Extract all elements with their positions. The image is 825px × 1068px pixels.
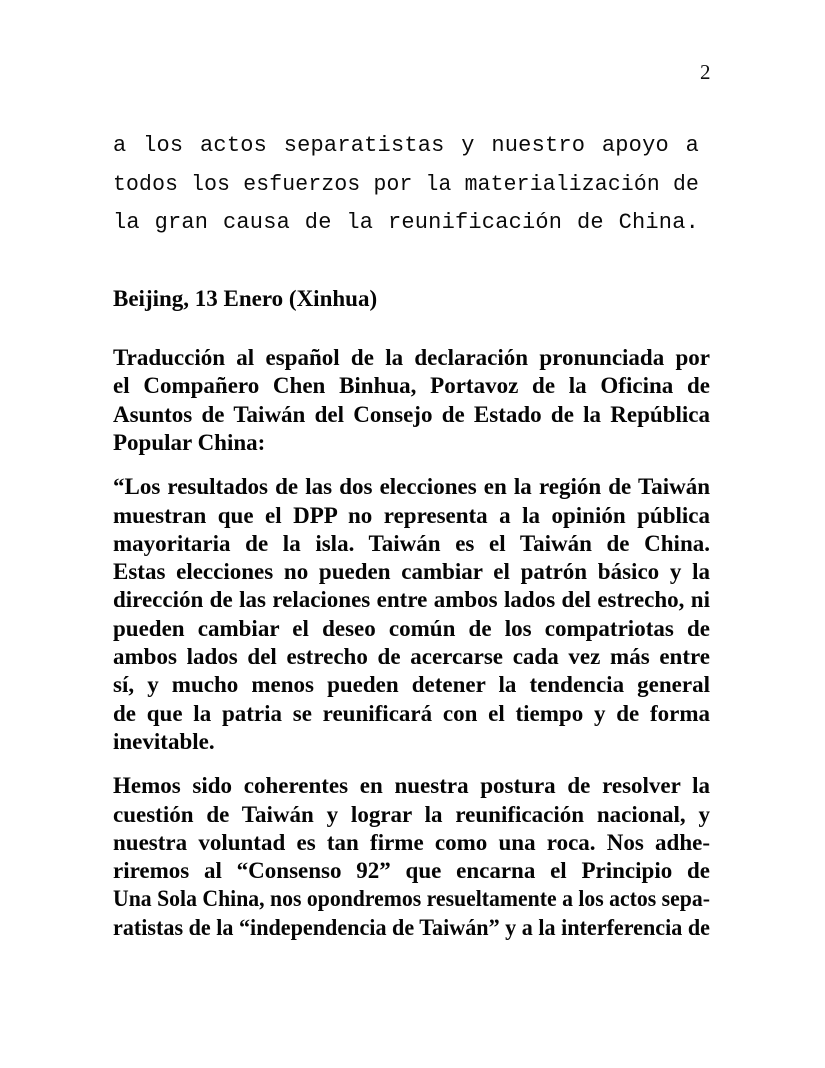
text-line: a los actos separatistas y nuestro apoyo a	[113, 133, 699, 158]
text-line: Hemos sido coherentes en nuestra postura de resolver la	[113, 773, 710, 799]
page-content	[113, 127, 710, 942]
text-line: pueden cambiar el deseo común de los compatriotas de	[113, 615, 710, 641]
text-line: Estas elecciones no pueden cambiar el patrón básico y la	[113, 559, 710, 585]
text-line: todos los esfuerzos por la materialización de	[113, 171, 699, 197]
text-line: sí, y mucho menos pueden detener la tendencia general	[113, 672, 710, 698]
paragraph-statement	[113, 473, 710, 756]
page-number: 2	[700, 60, 711, 84]
text-line: ambos lados del estrecho de acercarse cada vez más entre	[113, 644, 710, 670]
text-line: Asuntos de Taiwán del Consejo de Estado de la República	[113, 401, 710, 427]
text-line: mayoritaria de la isla. Taiwán es el Taiwán de China.	[113, 530, 710, 556]
text-line: nuestra voluntad es tan firme como una roca. Nos adhe-	[113, 829, 710, 855]
paragraph-position	[113, 772, 710, 942]
text-line: Popular China:	[113, 429, 266, 455]
typewriter-paragraph	[113, 127, 699, 243]
text-line: la gran causa de la reunificación de China.	[113, 210, 699, 236]
dateline-heading	[113, 285, 710, 313]
text-line: riremos al “Consenso 92” que encarna el Principio de	[113, 858, 710, 884]
text-line: muestran que el DPP no representa a la opinión pública	[113, 502, 710, 528]
text-line: dirección de las relaciones entre ambos lados del estrecho, ni	[113, 587, 710, 613]
text-line: Traducción al español de la declaración pronunciada por	[113, 345, 710, 371]
text-line: ratistas de la “independencia de Taiwán” y a la interferencia de	[113, 914, 710, 940]
text-line: de que la patria se reunificará con el tiempo y de forma	[113, 700, 710, 726]
paragraph-introduction	[113, 344, 710, 457]
text-line: cuestión de Taiwán y lograr la reunificación nacional, y	[113, 801, 710, 827]
text-line: “Los resultados de las dos elecciones en la región de Taiwán	[113, 474, 710, 500]
text-line: el Compañero Chen Binhua, Portavoz de la Oficina de	[113, 373, 710, 399]
text-line: inevitable.	[113, 728, 215, 754]
text-line: Una Sola China, nos opondremos resueltamente a los actos sepa-	[113, 886, 710, 912]
text-line: Beijing, 13 Enero (Xinhua)	[113, 285, 378, 311]
